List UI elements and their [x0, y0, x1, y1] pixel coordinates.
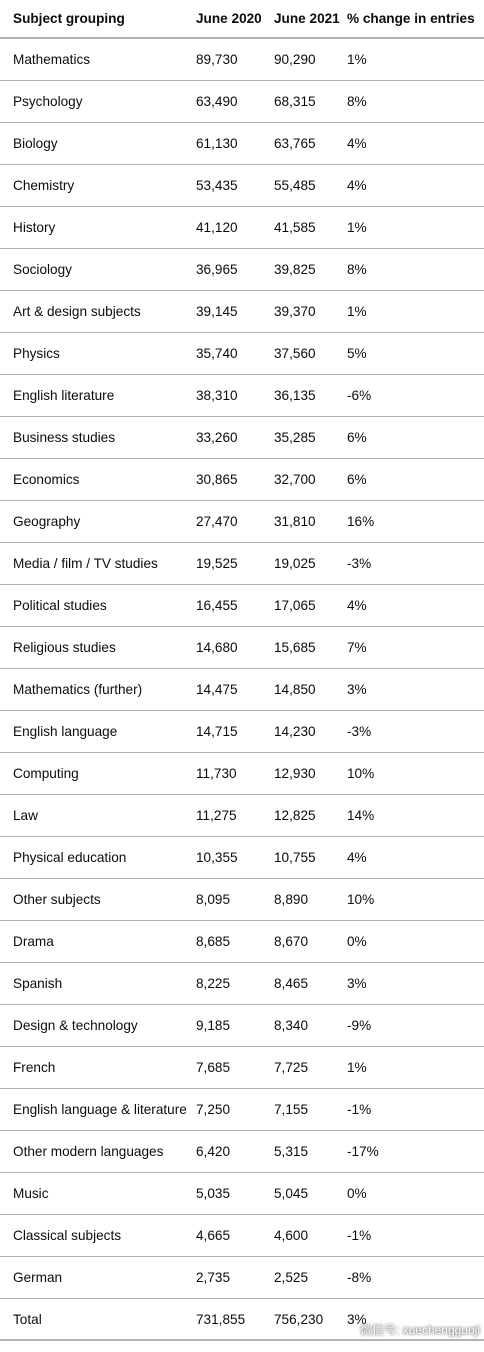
row-june-2020: 14,715 [196, 724, 238, 739]
row-subject: Biology [13, 136, 58, 151]
row-june-2021: 39,825 [274, 262, 316, 277]
row-june-2020: 16,455 [196, 598, 238, 613]
row-june-2021: 12,825 [274, 808, 316, 823]
row-subject: Media / film / TV studies [13, 556, 158, 571]
row-change: -6% [347, 388, 372, 403]
row-subject: German [13, 1270, 63, 1285]
table-row [0, 417, 484, 459]
row-june-2020: 27,470 [196, 514, 238, 529]
row-june-2021: 39,370 [274, 304, 316, 319]
row-june-2020: 63,490 [196, 94, 238, 109]
table-row [0, 1005, 484, 1047]
row-change: 6% [347, 472, 367, 487]
row-change: -3% [347, 556, 372, 571]
row-june-2020: 61,130 [196, 136, 238, 151]
row-june-2021: 8,465 [274, 976, 309, 991]
row-june-2020: 8,095 [196, 892, 231, 907]
table-body [0, 39, 484, 1299]
table-row [0, 711, 484, 753]
row-subject: Design & technology [13, 1018, 138, 1033]
row-june-2020: 11,730 [196, 766, 237, 781]
row-june-2021: 14,230 [274, 724, 316, 739]
row-june-2020: 14,680 [196, 640, 238, 655]
row-change: -3% [347, 724, 372, 739]
row-june-2020: 8,225 [196, 976, 231, 991]
row-subject: English language [13, 724, 118, 739]
row-change: 16% [347, 514, 375, 529]
row-june-2020: 10,355 [196, 850, 238, 865]
row-june-2021: 15,685 [274, 640, 316, 655]
row-june-2020: 6,420 [196, 1144, 231, 1159]
row-june-2021: 10,755 [274, 850, 316, 865]
row-change: -1% [347, 1228, 372, 1243]
row-subject: Chemistry [13, 178, 75, 193]
row-change: 1% [347, 1060, 367, 1075]
row-june-2021: 8,340 [274, 1018, 309, 1033]
row-change: 3% [347, 682, 367, 697]
row-subject: Religious studies [13, 640, 116, 655]
table-row [0, 921, 484, 963]
row-subject: Classical subjects [13, 1228, 122, 1243]
table-row [0, 837, 484, 879]
row-june-2021: 90,290 [274, 52, 316, 67]
table-row [0, 1173, 484, 1215]
table-row [0, 291, 484, 333]
row-subject: Economics [13, 472, 80, 487]
row-subject: Art & design subjects [13, 304, 141, 319]
row-change: 4% [347, 850, 367, 865]
table-row [0, 963, 484, 1005]
row-june-2021: 63,765 [274, 136, 316, 151]
row-change: 4% [347, 136, 367, 151]
row-change: -1% [347, 1102, 372, 1117]
row-june-2020: 38,310 [196, 388, 238, 403]
row-change: 7% [347, 640, 367, 655]
row-june-2020: 36,965 [196, 262, 238, 277]
row-subject: Physical education [13, 850, 127, 865]
row-subject: Computing [13, 766, 79, 781]
row-change: 5% [347, 346, 367, 361]
table-row [0, 501, 484, 543]
row-subject: History [13, 220, 56, 235]
total-label: Total [13, 1311, 42, 1327]
row-june-2020: 30,865 [196, 472, 238, 487]
row-june-2021: 5,315 [274, 1144, 309, 1159]
row-subject: Law [13, 808, 38, 823]
row-june-2021: 19,025 [274, 556, 316, 571]
row-june-2020: 19,525 [196, 556, 238, 571]
row-june-2021: 37,560 [274, 346, 316, 361]
row-subject: Other subjects [13, 892, 101, 907]
watermark [336, 1321, 480, 1338]
row-june-2020: 8,685 [196, 934, 231, 949]
row-june-2021: 7,155 [274, 1102, 309, 1117]
row-change: 0% [347, 934, 367, 949]
table-row [0, 1131, 484, 1173]
row-change: -8% [347, 1270, 372, 1285]
row-change: 14% [347, 808, 375, 823]
table-row [0, 585, 484, 627]
row-change: 10% [347, 892, 375, 907]
row-subject: Business studies [13, 430, 116, 445]
header-change: % change in entries [347, 11, 475, 26]
row-change: 4% [347, 598, 367, 613]
row-june-2021: 55,485 [274, 178, 316, 193]
row-june-2021: 7,725 [274, 1060, 309, 1075]
row-june-2021: 5,045 [274, 1186, 309, 1201]
table-row [0, 1257, 484, 1299]
row-subject: English literature [13, 388, 115, 403]
row-june-2020: 33,260 [196, 430, 238, 445]
row-june-2020: 9,185 [196, 1018, 231, 1033]
table-row [0, 333, 484, 375]
row-subject: Other modern languages [13, 1144, 164, 1159]
table-header-row [0, 0, 484, 39]
row-change: 8% [347, 94, 367, 109]
table-row [0, 1089, 484, 1131]
table-row [0, 165, 484, 207]
row-june-2020: 39,145 [196, 304, 238, 319]
row-change: 1% [347, 52, 367, 67]
table-row [0, 81, 484, 123]
row-june-2020: 7,685 [196, 1060, 231, 1075]
row-subject: Mathematics (further) [13, 682, 143, 697]
row-change: -17% [347, 1144, 379, 1159]
row-subject: Drama [13, 934, 54, 949]
table-row [0, 249, 484, 291]
table-row [0, 669, 484, 711]
table-row [0, 627, 484, 669]
row-change: -9% [347, 1018, 372, 1033]
watermark-text: 微信号: xuechengguoji [359, 1323, 480, 1337]
header-subject: Subject grouping [13, 11, 125, 26]
row-subject: Music [13, 1186, 49, 1201]
row-subject: English language & literature [13, 1102, 187, 1117]
table-row [0, 207, 484, 249]
row-change: 1% [347, 220, 367, 235]
table-row [0, 543, 484, 585]
row-subject: Geography [13, 514, 81, 529]
table-row [0, 1047, 484, 1089]
row-june-2020: 53,435 [196, 178, 238, 193]
row-june-2021: 4,600 [274, 1228, 309, 1243]
row-subject: Physics [13, 346, 60, 361]
row-june-2020: 89,730 [196, 52, 238, 67]
wechat-icon [336, 1322, 356, 1338]
table-row [0, 459, 484, 501]
header-june-2020: June 2020 [196, 11, 262, 26]
row-change: 6% [347, 430, 367, 445]
row-june-2021: 2,525 [274, 1270, 309, 1285]
row-june-2021: 41,585 [274, 220, 316, 235]
row-june-2020: 4,665 [196, 1228, 231, 1243]
row-june-2020: 11,275 [196, 808, 237, 823]
row-june-2021: 32,700 [274, 472, 316, 487]
total-2020: 731,855 [196, 1311, 246, 1327]
row-change: 8% [347, 262, 367, 277]
table-row [0, 753, 484, 795]
row-june-2020: 14,475 [196, 682, 238, 697]
row-subject: Spanish [13, 976, 63, 991]
row-june-2020: 2,735 [196, 1270, 231, 1285]
row-june-2020: 7,250 [196, 1102, 231, 1117]
table-row [0, 39, 484, 81]
row-subject: Sociology [13, 262, 72, 277]
row-june-2021: 35,285 [274, 430, 316, 445]
row-change: 10% [347, 766, 375, 781]
row-june-2021: 36,135 [274, 388, 316, 403]
row-change: 1% [347, 304, 367, 319]
row-change: 4% [347, 178, 367, 193]
total-2021: 756,230 [274, 1311, 324, 1327]
table-row [0, 375, 484, 417]
row-change: 0% [347, 1186, 367, 1201]
table-row [0, 123, 484, 165]
row-june-2021: 68,315 [274, 94, 316, 109]
row-subject: Mathematics [13, 52, 91, 67]
row-june-2021: 31,810 [274, 514, 316, 529]
row-subject: Political studies [13, 598, 107, 613]
row-june-2021: 8,890 [274, 892, 309, 907]
row-june-2021: 12,930 [274, 766, 316, 781]
row-june-2020: 35,740 [196, 346, 238, 361]
row-subject: Psychology [13, 94, 83, 109]
row-change: 3% [347, 976, 367, 991]
row-june-2020: 41,120 [196, 220, 238, 235]
table-row [0, 879, 484, 921]
row-june-2021: 8,670 [274, 934, 309, 949]
header-june-2021: June 2021 [274, 11, 340, 26]
row-june-2020: 5,035 [196, 1186, 231, 1201]
total-change: 3% [347, 1311, 367, 1327]
table-row [0, 795, 484, 837]
row-june-2021: 14,850 [274, 682, 316, 697]
row-june-2021: 17,065 [274, 598, 316, 613]
row-subject: French [13, 1060, 56, 1075]
table-row [0, 1215, 484, 1257]
